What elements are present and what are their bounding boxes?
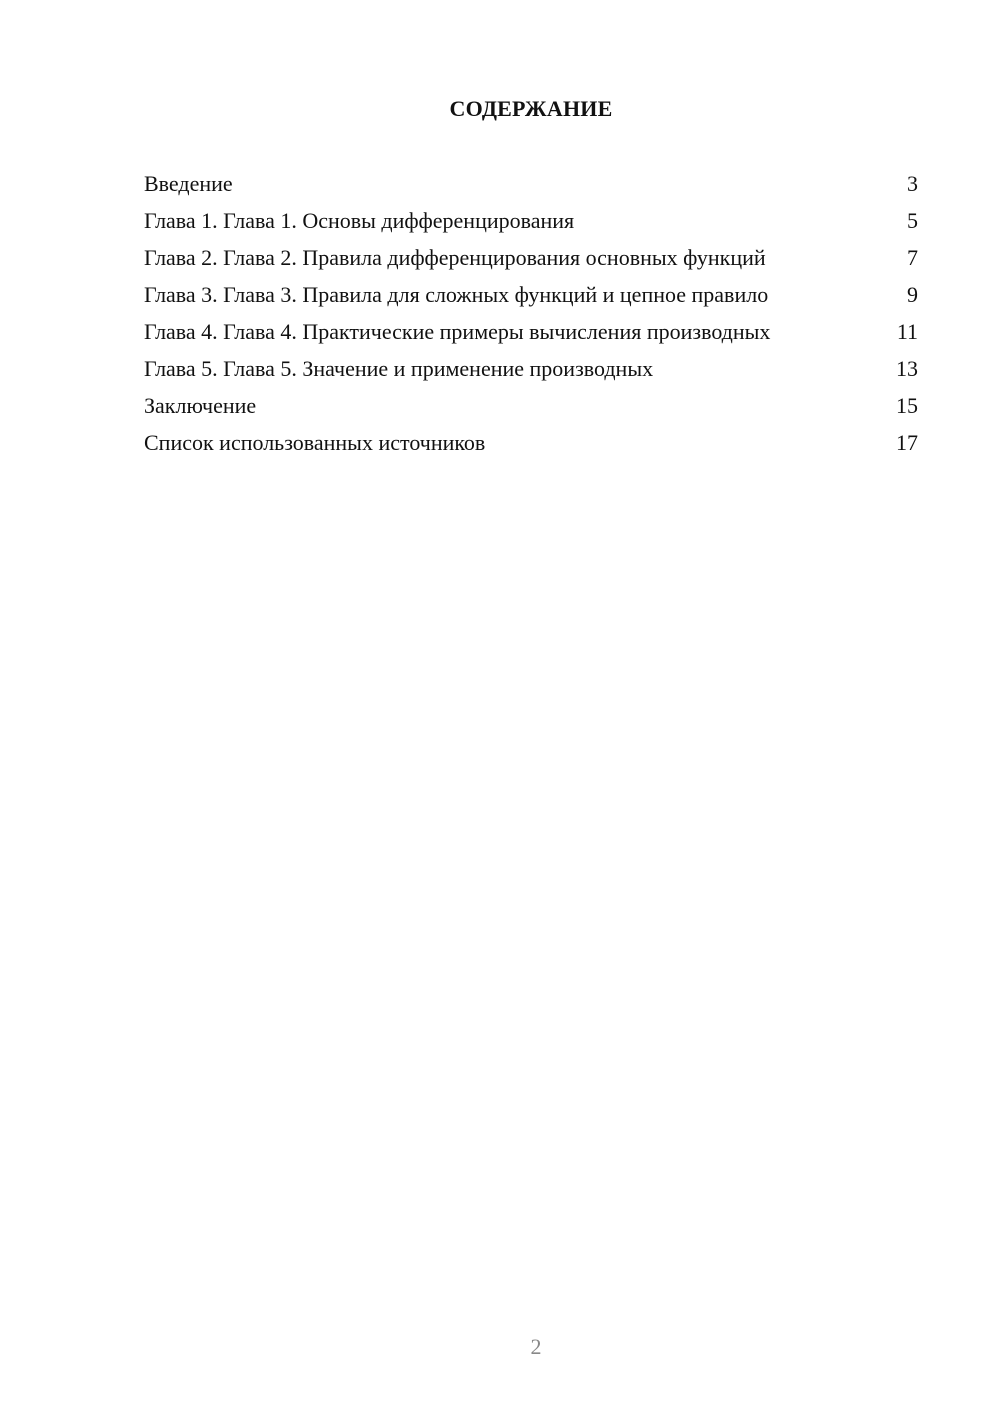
toc-list <box>144 170 918 466</box>
toc-entry-page: 13 <box>896 356 918 381</box>
toc-entry-label: Введение <box>144 171 233 196</box>
toc-entry-label: Глава 4. Глава 4. Практические примеры вычисления производных <box>144 319 771 344</box>
toc-entry-page: 9 <box>907 282 918 307</box>
toc-entry-chapter-4[interactable] <box>144 318 918 345</box>
toc-entry-chapter-3[interactable] <box>144 281 918 308</box>
toc-entry-page: 15 <box>896 393 918 418</box>
toc-entry-page: 11 <box>896 319 918 344</box>
toc-entry-label: Глава 1. Глава 1. Основы дифференцирования <box>144 208 575 233</box>
toc-entry-chapter-2[interactable] <box>144 244 918 271</box>
toc-entry-chapter-1[interactable] <box>144 207 918 234</box>
toc-entry-label: Список использованных источников <box>144 430 486 455</box>
toc-entry-page: 3 <box>907 171 918 196</box>
toc-entry-label: Заключение <box>144 393 257 418</box>
toc-entry-page: 5 <box>907 208 918 233</box>
toc-entry-page: 17 <box>896 430 918 455</box>
toc-entry-page: 7 <box>907 245 918 270</box>
toc-entry-label: Глава 3. Глава 3. Правила для сложных функций и цепное правило <box>144 282 769 307</box>
toc-entry-chapter-5[interactable] <box>144 355 918 382</box>
toc-entry-conclusion[interactable] <box>144 392 918 419</box>
toc-entry-label: Глава 2. Глава 2. Правила дифференцирования основных функций <box>144 245 766 270</box>
toc-entry-introduction[interactable] <box>144 170 918 197</box>
toc-entry-label: Глава 5. Глава 5. Значение и применение производных <box>144 356 654 381</box>
toc-entry-references[interactable] <box>144 429 918 456</box>
toc-title: СОДЕРЖАНИЕ <box>449 96 613 121</box>
page-number: 2 <box>530 1334 542 1359</box>
